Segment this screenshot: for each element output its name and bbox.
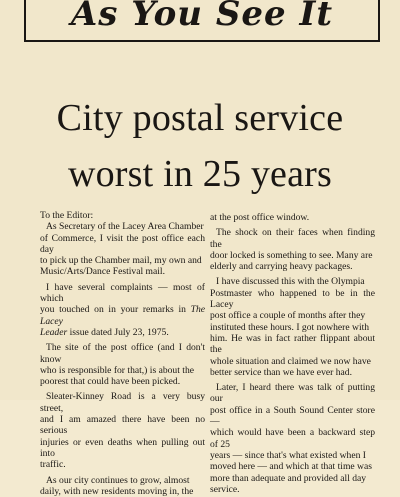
complaint-text: I have several complaints — most of which you touched on in your remarks in (40, 281, 205, 316)
letter-paragraph-complaints (40, 282, 205, 338)
masthead-box (24, 0, 380, 42)
letter-paragraph: As our city continues to grow, almost daily, with new residents moving in, the (40, 474, 194, 497)
complaint-issue-date: issue dated July 23, 1975. (67, 326, 169, 338)
letter-paragraph: Sleater-Kinney Road is a very busy street, and I am amazed there have been no serious injuries or even deaths when pulling out into traffic. (40, 391, 205, 471)
letter-paragraph: The shock on their faces when finding the door locked is something to see. Many are elderly and carrying heavy packages. (210, 227, 375, 273)
headline (20, 90, 380, 202)
masthead-title: As You See It (70, 0, 334, 34)
letter-paragraph: I have discussed this with the Olympia Postmaster who happened to be in the Lacey post office a couple of months after they instituted these hours. I got nowhere with him. He was in fact rather flippant about the whole situation and claimed we now have better service than we have ever had. (210, 276, 375, 378)
letter-column-left (40, 210, 205, 497)
publication-name: The Lacey Leader (40, 304, 206, 338)
letter-paragraph: The site of the post office (and I don't know who is responsible for that,) is about the poorest that could have been picked. (40, 342, 205, 388)
letter-column-right (210, 212, 375, 495)
letter-paragraph: As Secretary of the Lacey Area Chamber of Commerce, I visit the post office each day to pick up the Chamber mail, my own and Music/Arts/Dance Festival mail. (40, 221, 205, 278)
letter-paragraph-continued: at the post office window. (210, 212, 310, 223)
letter-paragraph: Later, I heard there was talk of putting our post office in a South Sound Center store — which would have been a backward step of 25 years — since that's what existed when I moved here — and which at that time was more than adequate and provided all day service. (210, 382, 375, 495)
letter-salutation: To the Editor: (40, 210, 94, 221)
headline-line-1: City postal service (56, 97, 344, 139)
headline-line-2: worst in 25 years (67, 153, 333, 195)
